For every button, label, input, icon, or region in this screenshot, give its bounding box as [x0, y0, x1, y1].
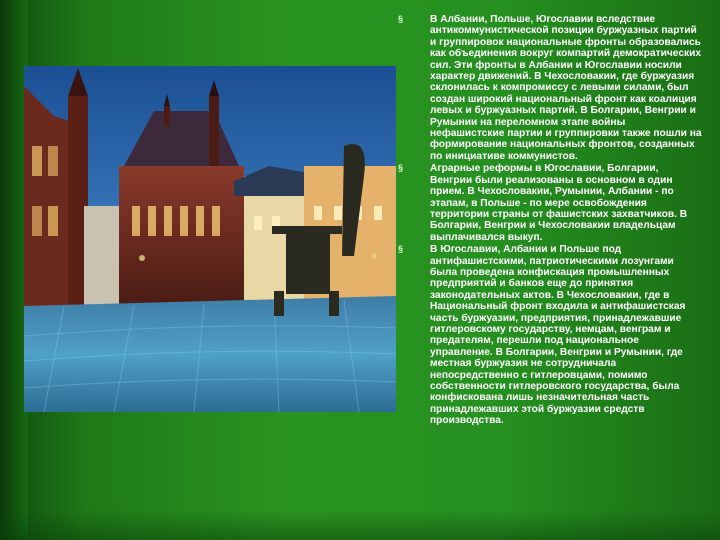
bullet-item — [398, 163, 702, 243]
bullet-item — [398, 244, 702, 427]
bullet-marker-icon: § — [398, 14, 404, 24]
bottom-decorative-band — [0, 510, 720, 540]
bullet-text: Аграрные реформы в Югославии, Болгарии, Венгрии были реализованы в основном в один прием. В Чехословакии, Румынии, Албании - по этапам, в Польше - по мере освобождения территории страны от фашистских захватчиков. В Болгарии, Венгрии и Чехословакии владельцам выплачивался выкуп. — [430, 163, 688, 243]
bullet-marker-icon: § — [398, 163, 404, 174]
bullet-list — [398, 14, 702, 428]
bullet-text: В Албании, Польше, Югославии вследствие антикоммунистической позиции буржуазных партий и группировок национальные фронты образовались как объединения вокруг компартий демократических сил. Эти фронты в Албании и Югославии носили характер движений. В Чехословакии, где буржуазия склонилась к компромиссу с левыми силами, был создан широкий национальный фронт как коалиция левых и буржуазных партий. В Болгарии, Венгрии и Румынии на переломном этапе войны нефашистские партии и группировки также пошли на формирование национальных фронтов, созданных по инициативе коммунистов. — [430, 14, 702, 162]
bullet-text: В Югославии, Албании и Польше под антифашистскими, патриотическими лозунгами была проведена конфискация промышленных предприятий и банков еще до принятия законодательных актов. В Чехословакии, где в Национальный фронт входила и антифашистская часть буржуазии, предприятия, принадлежавшие гитлеровскому государству, немцам, венграм и предателям, перешли под национальное управление. В Болгарии, Венгрии и Румынии, где местная буржуазия не сотрудничала непосредственно с гитлеровцами, помимо собственности гитлеровского государства, была конфискована лишь незначительная часть принадлежавших этой буржуазии средств производства. — [430, 244, 686, 427]
bullet-marker-icon: § — [398, 244, 404, 255]
bullet-item — [398, 14, 702, 162]
town-square-photo — [24, 66, 396, 412]
